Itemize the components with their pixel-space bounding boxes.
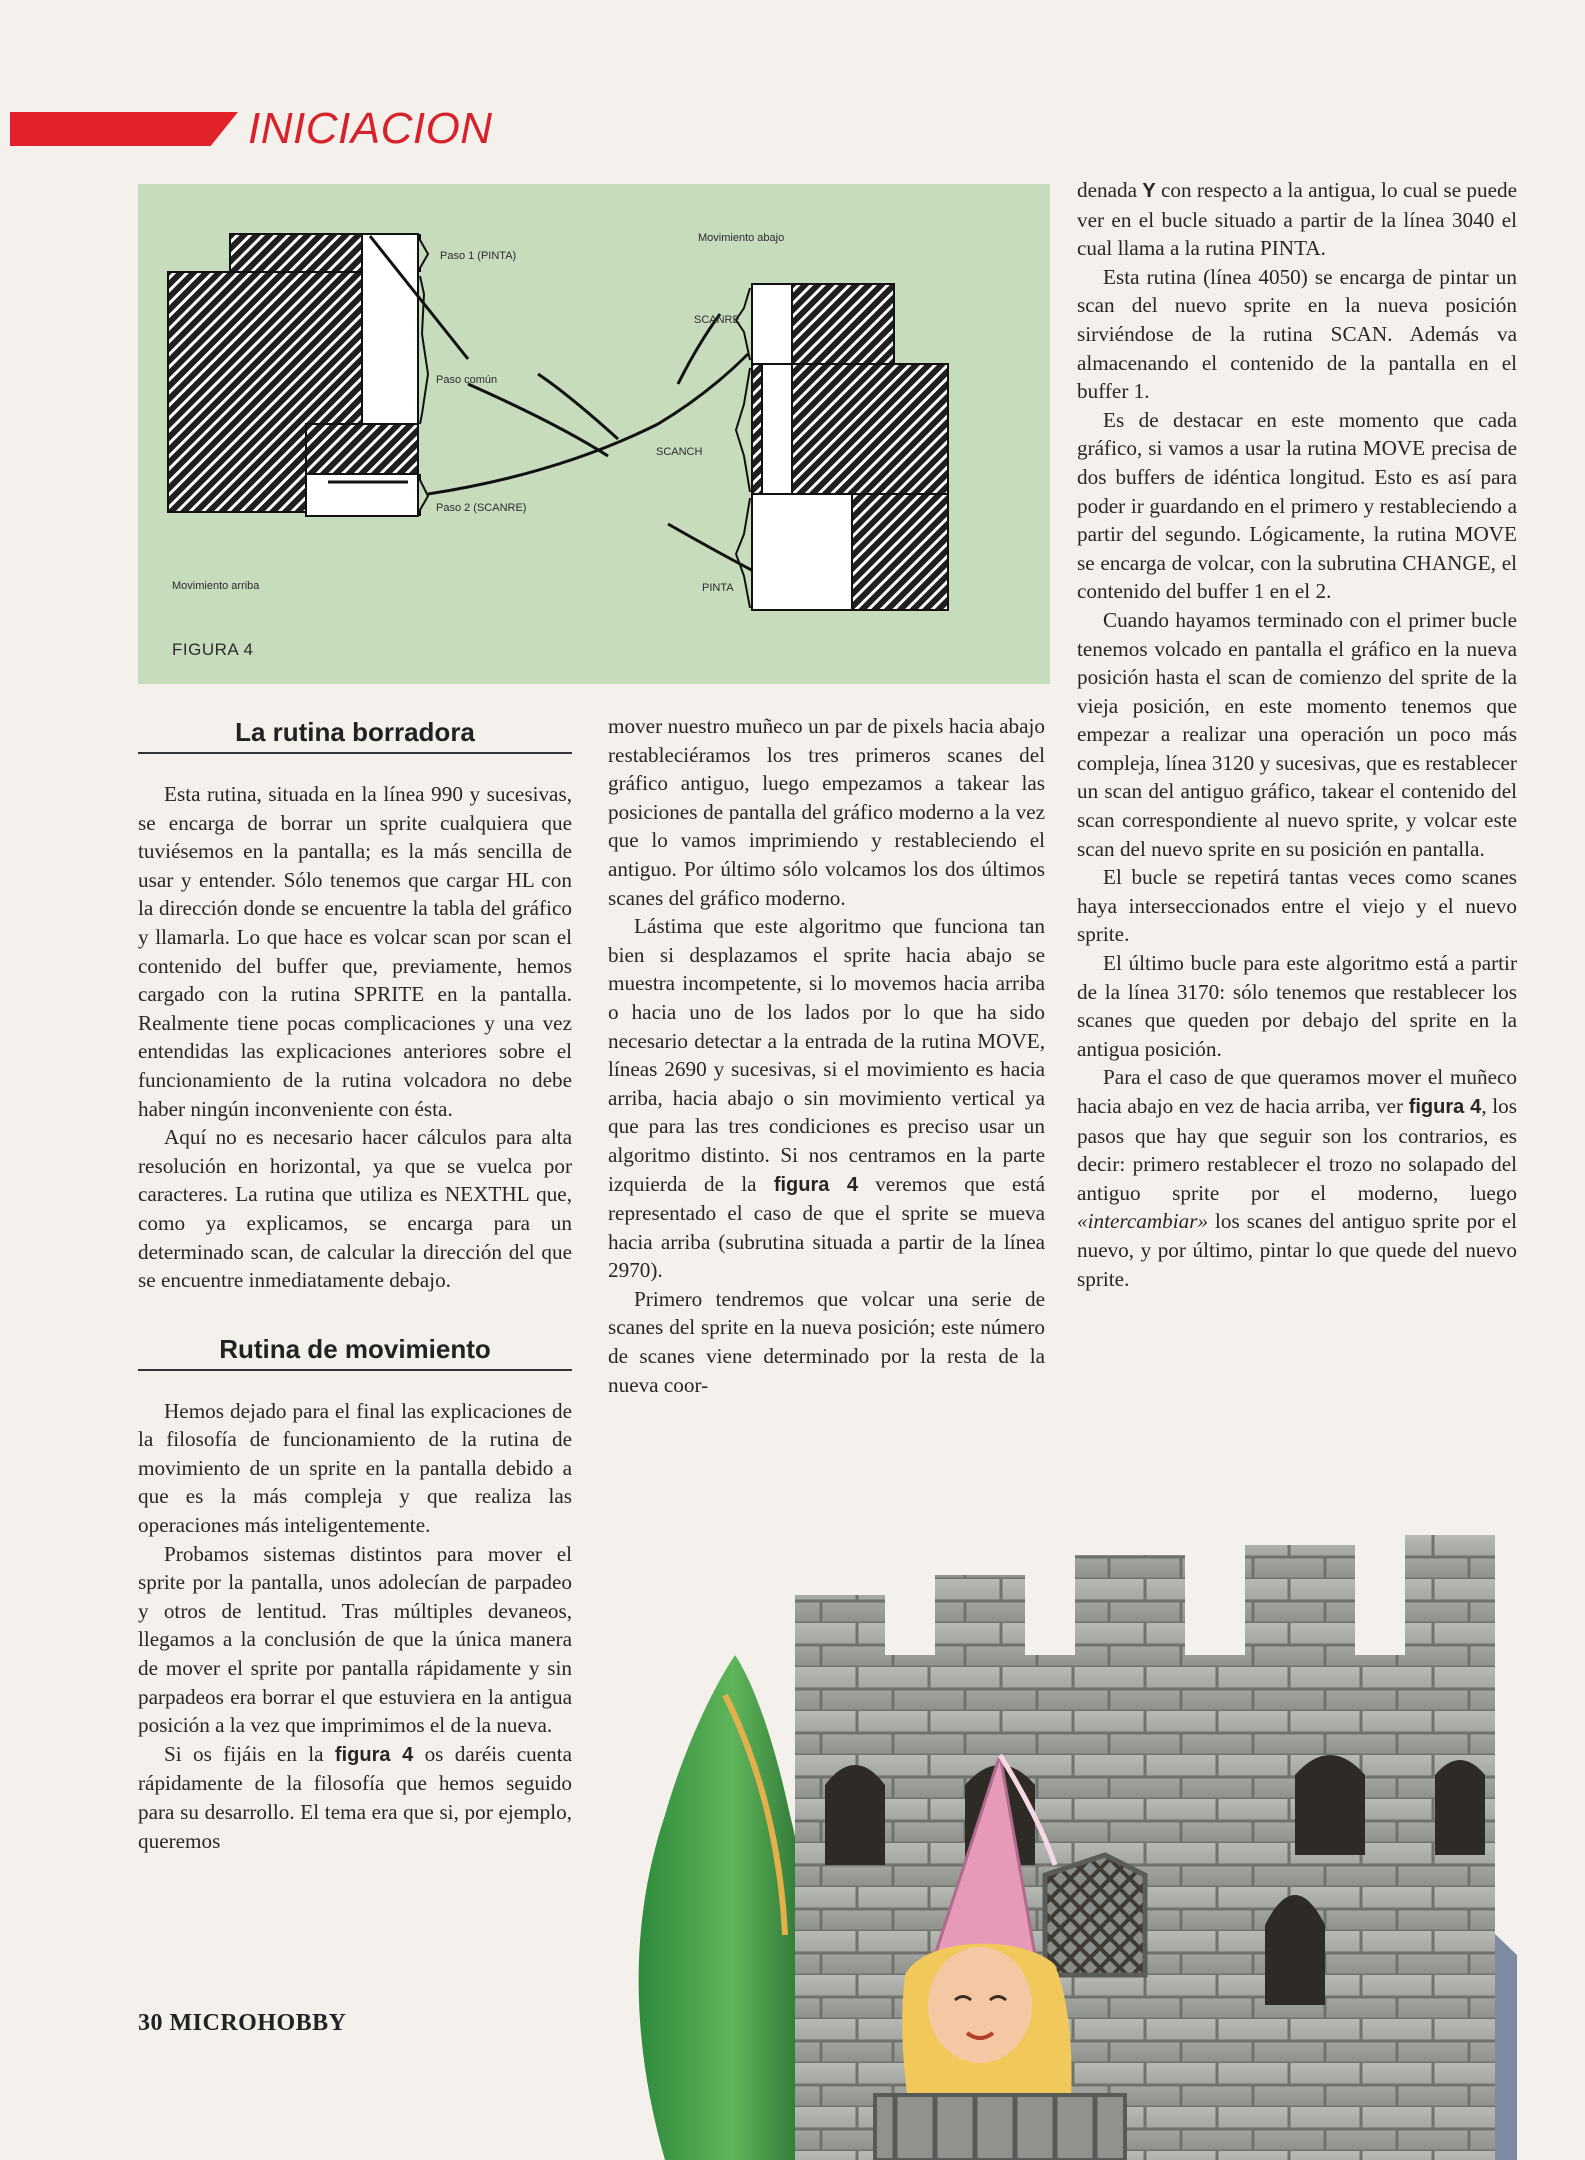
label-movimiento-abajo: Movimiento abajo: [698, 232, 785, 244]
paragraph: El bucle se repetirá tantas veces como scanes haya interseccionados entre el viejo y el nuevo sprite.: [1077, 865, 1517, 947]
text-run: os daréis cuenta rápidamente de la filosofía que hemos seguido para su desarrollo. El tema era que si, por ejemplo, queremos: [138, 1741, 572, 1853]
italic-term: «intercambiar»: [1077, 1209, 1209, 1234]
paragraph: Esta rutina, situada en la línea 990 y sucesivas, se encarga de borrar un sprite cualquiera que tuviésemos en la pantalla; es la más sencilla de usar y entender. Sólo tenemos que cargar HL con la dirección donde se encuentre la tabla del gráfico y llamarla. Lo que hace es volcar scan por scan el contenido del buffer que, previamente, hemos cargado con la rutina SPRITE en la pantalla. Realmente tiene pocas complicaciones y una vez entendidas las explicaciones anteriores sobre el funcionamiento de la rutina volcadora no debe haber ningún inconveniente con ésta.: [138, 782, 572, 1121]
figure-reference: figura 4: [773, 1173, 858, 1196]
paragraph: [1077, 176, 1517, 263]
text-run: Lástima que este algoritmo que funciona tan bien si desplazamos el sprite hacia abajo se muestra incompetente, si lo movemos hacia arriba o hacia uno de los lados por lo que ha sido necesario detectar a la entrada de la rutina MOVE, líneas 2690 y sucesivas, si el movimiento es hacia arriba, hacia abajo o sin movimiento vertical ya que para las tres condiciones es preciso usar un algoritmo distinto. Si nos centramos en la parte izquierda de la: [608, 914, 1045, 1196]
paragraph: Aquí no es necesario hacer cálculos para alta resolución en horizontal, ya que se vuelca por caracteres. La rutina que utiliza es NEXTHL que, como ya explicamos, se encarga para un determinado scan, de calcular la dirección del que se encuentre inmediatamente debajo.: [138, 1125, 572, 1293]
section-banner: [0, 104, 520, 158]
left-new-sprite-top: [230, 234, 366, 272]
column-2: [608, 712, 1045, 1399]
right-strip-inner: [762, 364, 792, 494]
cross-arrow-1: [468, 384, 608, 456]
column-1: [138, 716, 572, 1855]
right-new-sprite-bottom: [752, 494, 852, 610]
paragraph: Probamos sistemas distintos para mover el sprite por la pantalla, unos adolecían de parpadeo y otros de lentitud. Tras múltiples devaneos, llegamos a la conclusión de que la única manera de mover el sprite por pantalla rápidamente y sin parpadeos era borrar el que estuviera en la antigua posición a la vez que imprimimos el de la nueva.: [138, 1541, 572, 1738]
right-new-sprite-bottom-hatch: [852, 494, 948, 610]
figure-caption: FIGURA 4: [172, 640, 254, 659]
text-run: veremos que está representado el caso de que el sprite se mueva hacia arriba (subrutina situada a partir de la línea 2970).: [608, 1171, 1045, 1283]
label-paso-comun: Paso común: [436, 374, 498, 386]
paragraph: mover nuestro muñeco un par de pixels hacia abajo restableciéramos los tres primeros scanes del gráfico antiguo, luego empezamos a takear las posiciones de pantalla del gráfico moderno a la vez que lo vamos imprimiendo y restableciendo el antiguo. Por último sólo volcamos los dos últimos scanes del gráfico moderno.: [608, 714, 1045, 910]
text-run: Si os fijáis en la: [164, 1741, 335, 1766]
paragraph: El último bucle para este algoritmo está a partir de la línea 3170: sólo tenemos que restablecer los scanes que queden por debajo del sprite en la antigua posición.: [1077, 951, 1517, 1061]
left-old-sprite-bottom: [306, 474, 418, 516]
label-pinta: PINTA: [702, 582, 734, 594]
paragraph: [1077, 1063, 1517, 1293]
heading-rutina-movimiento: Rutina de movimiento: [138, 1333, 572, 1371]
bold-variable: Y: [1142, 180, 1156, 202]
label-paso2: Paso 2 (SCANRE): [436, 502, 527, 514]
balcony: [875, 2095, 1125, 2160]
text-run: los scanes del antiguo sprite por el nuevo, y por último, pintar lo que quede del nuevo sprite.: [1077, 1209, 1517, 1291]
right-brace-3: [736, 498, 750, 608]
left-brace-1: [420, 234, 428, 272]
castle-illustration-art: [605, 1535, 1517, 2160]
text-run: con respecto a la antigua, lo cual se puede ver en el bucle situado a partir de la línea 3040 el cual llama a la rutina PINTA.: [1077, 178, 1517, 261]
paragraph: [608, 912, 1045, 1285]
banner-red-bar: [10, 112, 238, 146]
section-label: INICIACION: [248, 104, 493, 153]
figure-reference: figura 4: [1408, 1096, 1482, 1118]
lattice-window: [1045, 1855, 1145, 1975]
paragraph: Cuando hayamos terminado con el primer bucle tenemos volcado en pantalla el gráfico en la nueva posición hasta el scan de comienzo del sprite de la vieja posición, en este momento tenemos que empezar a realizar una operación un poco más compleja, línea 3120 y sucesivas, que es restablecer un scan del antiguo gráfico, takear el contenido del scan correspondiente al nuevo sprite, y volcar este scan del nuevo sprite en su posición en pantalla.: [1077, 607, 1517, 861]
left-old-sprite-hatched: [306, 424, 418, 474]
label-movimiento-arriba: Movimiento arriba: [172, 580, 260, 592]
paragraph: [138, 1740, 572, 1855]
heading-rutina-borradora: La rutina borradora: [138, 716, 572, 754]
paragraph: Esta rutina (línea 4050) se encarga de pintar un scan del nuevo sprite en la nueva posición sirviéndose de la rutina SCAN. Además va almacenando el contenido de la pantalla en el buffer 1.: [1077, 264, 1517, 404]
label-paso1: Paso 1 (PINTA): [440, 250, 517, 262]
text-run: denada: [1077, 178, 1143, 202]
paragraph: Hemos dejado para el final las explicaciones de la filosofía de funcionamiento de la rutina de movimiento de un sprite en la pantalla debido a que es la más compleja y que realiza las operaciones más inteligentemente.: [138, 1398, 572, 1538]
paragraph: Es de destacar en este momento que cada gráfico, si vamos a usar la rutina MOVE precisa de dos buffers de idéntica longitud. Esto es así para poder ir guardando en el primero y restableciendo a partir del segundo. Lógicamente, la rutina MOVE se encarga de volcar, con la subrutina CHANGE, el contenido del buffer 1 en el 2.: [1077, 407, 1517, 604]
figure-diagram: [138, 184, 1050, 684]
text-run: , los pasos que hay que seguir son los contrarios, es decir: primero restablecer el trozo no solapado del antiguo sprite por el moderno, luego: [1077, 1094, 1517, 1205]
page-footer: 30 MICROHOBBY: [138, 2010, 347, 2036]
figure-4: [138, 184, 1050, 684]
right-brace-2: [736, 368, 750, 492]
text-run: Para el caso de que queramos mover el muñeco hacia abajo en vez de hacia arriba, ver: [1077, 1065, 1517, 1118]
princess-face: [928, 1947, 1032, 2063]
column-3: [1077, 176, 1517, 1293]
left-brace-3: [420, 474, 428, 516]
label-scanre: SCANRE: [694, 314, 740, 326]
label-scanch: SCANCH: [656, 446, 703, 458]
cross-arrow-3: [538, 374, 618, 439]
castle-princess-illustration: [605, 1535, 1517, 2160]
figure-reference: figura 4: [334, 1743, 414, 1766]
paragraph: Primero tendremos que volcar una serie de scanes del sprite en la nueva posición; este número de scanes viene determinado por la resta de la nueva coor-: [608, 1286, 1045, 1397]
